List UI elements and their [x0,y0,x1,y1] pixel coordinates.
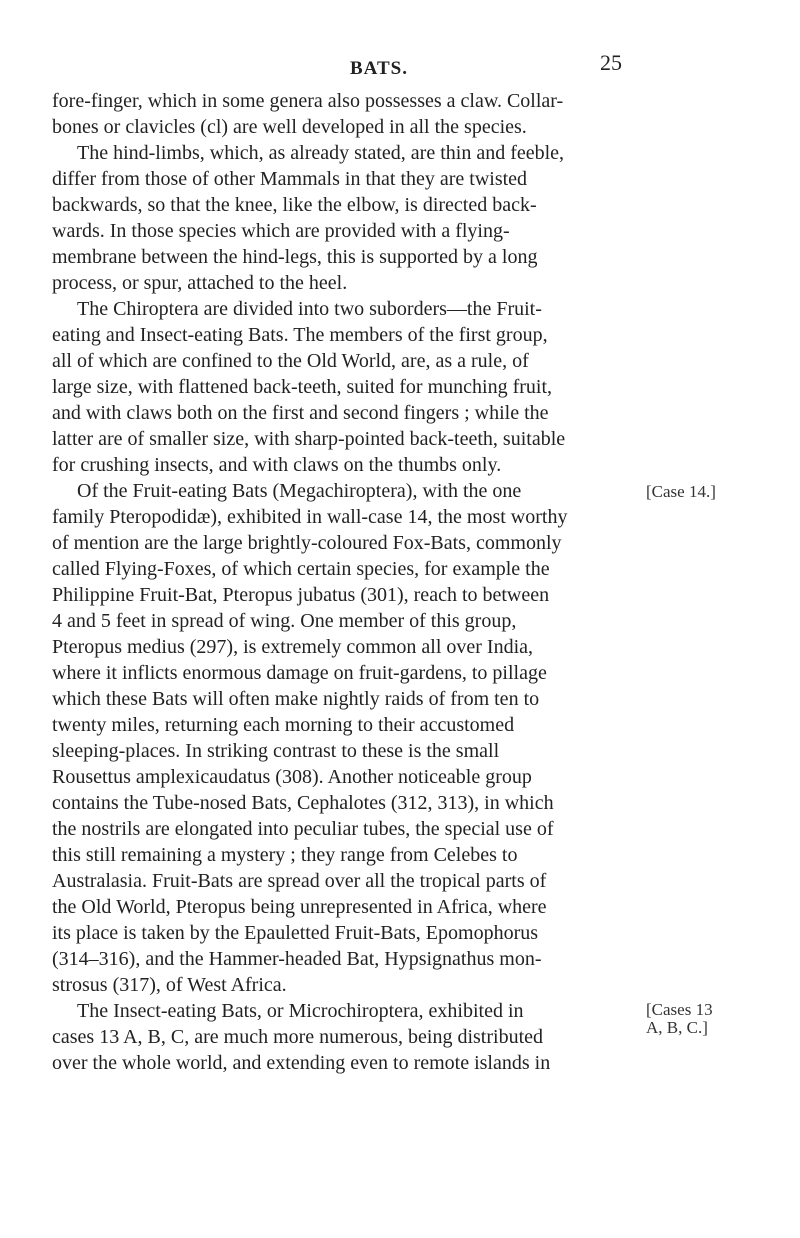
text-line: 4 and 5 feet in spread of wing. One member of this group, [52,610,517,632]
text-line: contains the Tube-nosed Bats, Cephalotes (312, 313), in which [52,792,554,814]
text-line: over the whole world, and extending even to remote islands in [52,1052,551,1074]
running-title: BATS. [350,58,408,79]
text-line: large size, with flattened back-teeth, suited for munching fruit, [52,376,553,398]
text-line: sleeping-places. In striking contrast to these is the small [52,740,500,762]
text-line: fore-finger, which in some genera also possesses a claw. Collar- [52,90,564,112]
text-line: The Chiroptera are divided into two suborders—the Fruit- [77,298,542,320]
text-line: bones or clavicles (cl) are well developed in all the species. [52,116,527,138]
text-line: which these Bats will often make nightly raids of from ten to [52,688,540,710]
text-line: of mention are the large brightly-coloured Fox-Bats, commonly [52,532,562,554]
text-line: The hind-limbs, which, as already stated, are thin and feeble, [77,142,565,164]
text-line: its place is taken by the Epauletted Fruit-Bats, Epomophorus [52,922,539,944]
text-line: the Old World, Pteropus being unrepresented in Africa, where [52,896,547,918]
margin-note: [Cases 13 [646,1000,713,1019]
margin-note: [Case 14.] [646,482,716,501]
text-line: all of which are confined to the Old World, are, as a rule, of [52,350,529,372]
text-line: called Flying-Foxes, of which certain species, for example the [52,558,550,580]
text-line: Pteropus medius (297), is extremely common all over India, [52,636,534,658]
page-number: 25 [600,50,622,75]
text-line: strosus (317), of West Africa. [52,974,287,996]
text-line: twenty miles, returning each morning to their accustomed [52,714,515,736]
text-line: wards. In those species which are provided with a flying- [52,220,510,242]
text-line: latter are of smaller size, with sharp-pointed back-teeth, suitable [52,428,566,450]
text-line: differ from those of other Mammals in that they are twisted [52,168,528,190]
text-line: membrane between the hind-legs, this is supported by a long [52,246,538,268]
running-head [0,48,800,78]
text-line: The Insect-eating Bats, or Microchiroptera, exhibited in [77,1000,524,1022]
text-line: cases 13 A, B, C, are much more numerous, being distributed [52,1026,544,1048]
text-line: Philippine Fruit-Bat, Pteropus jubatus (301), reach to between [52,584,550,606]
text-line: where it inflicts enormous damage on fruit-gardens, to pillage [52,662,547,684]
text-line: the nostrils are elongated into peculiar tubes, the special use of [52,818,554,840]
text-line: Australasia. Fruit-Bats are spread over all the tropical parts of [52,870,547,892]
text-line: for crushing insects, and with claws on the thumbs only. [52,454,502,476]
margin-note: A, B, C.] [646,1018,708,1037]
text-line: and with claws both on the first and second fingers ; while the [52,402,549,424]
text-line: family Pteropodidæ), exhibited in wall-case 14, the most worthy [52,506,568,528]
text-line: backwards, so that the knee, like the elbow, is directed back- [52,194,537,216]
text-line: process, or spur, attached to the heel. [52,272,348,294]
text-line: (314–316), and the Hammer-headed Bat, Hypsignathus mon- [52,948,542,970]
text-line: this still remaining a mystery ; they range from Celebes to [52,844,518,866]
text-line: eating and Insect-eating Bats. The members of the first group, [52,324,548,346]
text-line: Of the Fruit-eating Bats (Megachiroptera), with the one [77,480,522,502]
text-line: Rousettus amplexicaudatus (308). Another noticeable group [52,766,532,788]
